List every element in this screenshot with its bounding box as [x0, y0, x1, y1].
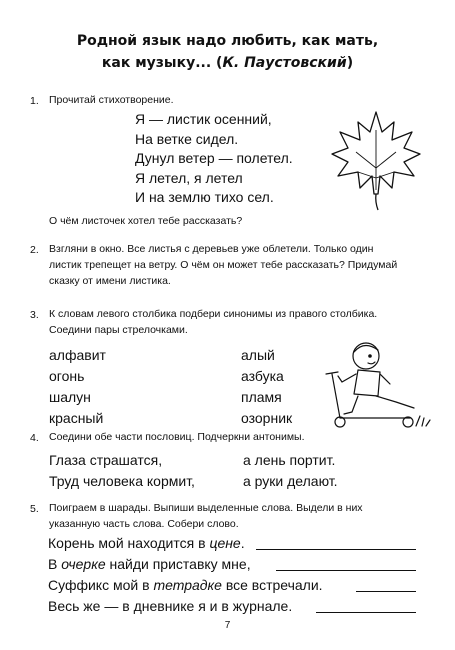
task-5-text: Поиграем в шарады. Выпиши выделенные слова. Выдели в них указанную часть слова. Собери слово. — [49, 502, 363, 530]
synonym-right-word: алый — [241, 347, 275, 363]
charade-line: Суффикс мой в тетрадке все встречали. — [48, 577, 323, 593]
synonym-right-word: азбука — [241, 368, 284, 384]
proverb-right-part: а лень портит. — [243, 452, 336, 468]
answer-line[interactable] — [276, 558, 416, 571]
charade-line: Корень мой находится в цене. — [48, 535, 245, 551]
synonym-left-word: шалун — [49, 389, 91, 405]
poem-line: Я летел, я летел — [135, 169, 243, 186]
answer-line[interactable] — [316, 600, 416, 613]
title-line-1: Родной язык надо любить, как мать, — [76, 33, 379, 49]
answer-line[interactable] — [256, 537, 416, 550]
synonym-right-word: озорник — [241, 410, 293, 426]
task-1-question: О чём листочек хотел тебе рассказать? — [49, 215, 243, 227]
title-author: К. Паустовский — [222, 55, 347, 71]
poem-line: Дунул ветер — полетел. — [135, 150, 293, 166]
proverb-left-part: Труд человека кормит, — [49, 473, 195, 489]
boy-on-scooter-icon — [318, 338, 434, 430]
page-title — [0, 30, 455, 74]
maple-leaf-icon — [328, 108, 424, 212]
page-number: 7 — [224, 620, 231, 631]
proverb-left-part: Глаза страшатся, — [49, 452, 163, 468]
title-line-2: как музыку... (К. Паустовский) — [101, 55, 354, 71]
synonym-left-word: алфавит — [49, 347, 106, 363]
task-1-instruction: Прочитай стихотворение. — [49, 94, 174, 106]
task-5-number: 5. — [30, 503, 39, 515]
synonym-right-word: пламя — [241, 389, 282, 405]
proverb-right-part: а руки делают. — [243, 473, 338, 489]
task-1-number: 1. — [30, 95, 39, 107]
synonym-left-word: огонь — [49, 368, 85, 384]
task-3-text: К словам левого столбика подбери синонимы из правого столбика. Соедини пары стрелочками. — [49, 308, 378, 336]
task-2-number: 2. — [30, 244, 39, 256]
synonym-left-word: красный — [49, 410, 104, 426]
poem-line: На ветке сидел. — [135, 130, 239, 147]
poem — [135, 110, 293, 208]
task-4-instruction: Соедини обе части пословиц. Подчеркни антонимы. — [49, 431, 305, 443]
task-4-number: 4. — [30, 432, 39, 444]
poem-line: И на землю тихо сел. — [135, 189, 274, 205]
charade-line: Весь же — в дневнике я и в журнале. — [48, 598, 293, 614]
answer-line[interactable] — [356, 579, 416, 592]
charade-line: В очерке найди приставку мне, — [48, 556, 251, 572]
task-2-text: Взгляни в окно. Все листья с деревьев уже облетели. Только один листик трепещет на ветру. О чём он может тебе рассказать? Придумай сказку от имени листика. — [49, 243, 398, 287]
poem-line: Я — листик осенний, — [135, 111, 272, 127]
task-3-number: 3. — [30, 309, 39, 321]
